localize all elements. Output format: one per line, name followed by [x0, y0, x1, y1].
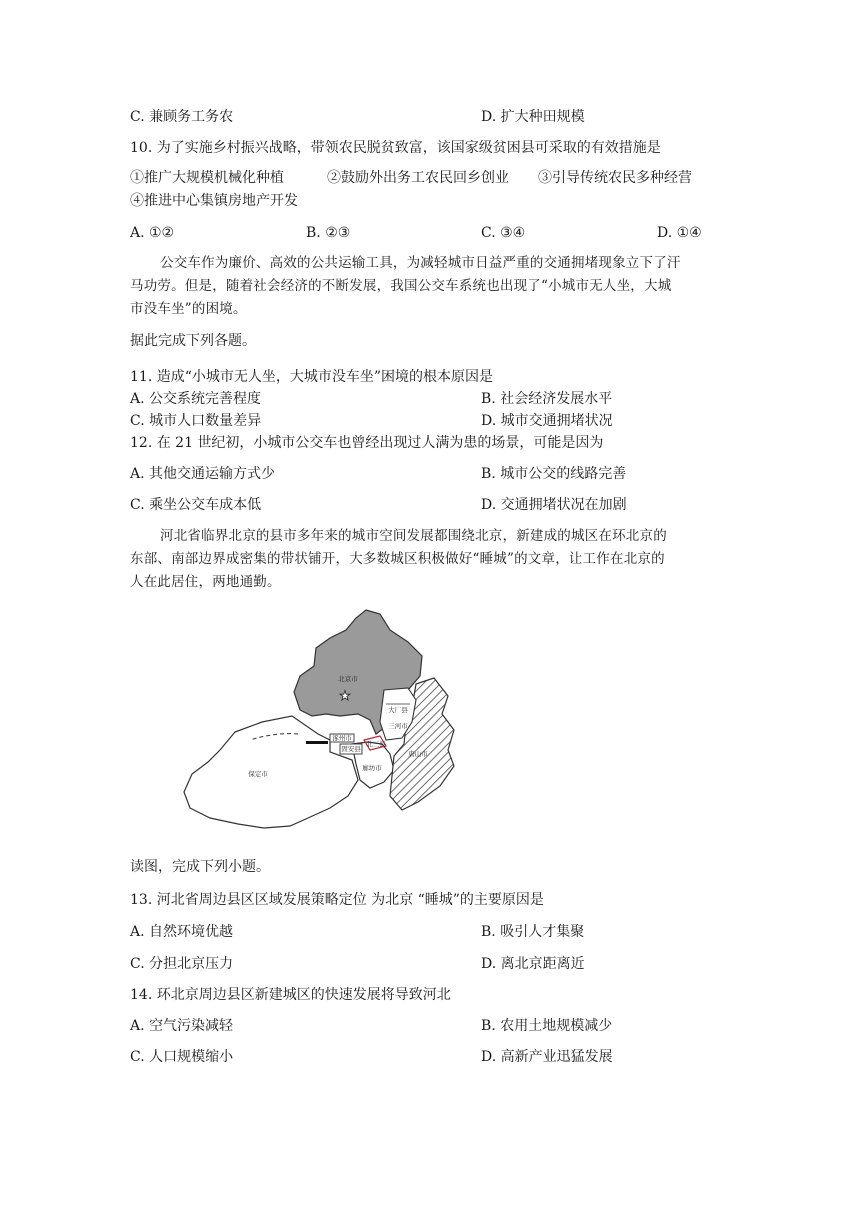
passage1-instruction: 据此完成下列各题。 [130, 333, 256, 349]
q12-option-d: D. 交通拥堵状况在加剧 [481, 497, 627, 513]
q12-option-b: B. 城市公交的线路完善 [481, 466, 627, 482]
label-sanhe: 三河市 [388, 722, 408, 730]
passage1-line2: 马功劳。但是，随着社会经济的不断发展，我国公交车系统也出现了“小城市无人坐，大城 [130, 278, 672, 294]
q9-option-d: D. 扩大种田规模 [481, 109, 585, 125]
label-beijing: 北京市 [338, 675, 358, 683]
read-instruction: 读图，完成下列小题。 [130, 859, 270, 875]
baoding-region [184, 716, 358, 828]
passage1-line1: 公交车作为廉价、高效的公共运输工具，为减轻城市日益严重的交通拥堵现象立下了汗 [160, 255, 681, 271]
q12-option-c: C. 乘坐公交车成本低 [130, 497, 262, 513]
capital-star-icon: ★ [339, 689, 351, 704]
q13-stem: 13. 河北省周边县区区域发展策略定位 为北京 “睡城”的主要原因是 [130, 892, 544, 908]
region-map-svg [180, 604, 470, 844]
label-langfang: 廊坊市 [362, 764, 382, 772]
label-highlight: 北三县 [366, 740, 386, 748]
q11-option-c: C. 城市人口数量差异 [130, 413, 262, 429]
q13-option-a: A. 自然环境优越 [130, 924, 234, 940]
label-dachang: 大厂县 [388, 706, 408, 714]
q10-option-a: A. ①② [130, 225, 175, 241]
q14-option-c: C. 人口规模缩小 [130, 1049, 234, 1065]
q11-option-a: A. 公交系统完善程度 [130, 391, 262, 407]
label-guan: 固安县 [341, 745, 361, 753]
q12-option-a: A. 其他交通运输方式少 [130, 466, 276, 482]
q14-option-a: A. 空气污染减轻 [130, 1018, 234, 1034]
label-zhuozhou: 涿州市 [332, 734, 352, 742]
q14-option-b: B. 农用土地规模减少 [481, 1018, 613, 1034]
passage2-line2: 东部、南部边界成密集的带状铺开，大多数城区积极做好“睡城”的文章，让工作在北京的 [130, 551, 665, 567]
q11-option-b: B. 社会经济发展水平 [481, 391, 613, 407]
q14-stem: 14. 环北京周边县区新建城区的快速发展将导致河北 [130, 987, 451, 1003]
q11-stem: 11. 造成“小城市无人坐，大城市没车坐”困境的根本原因是 [130, 369, 494, 385]
q10-statement-1: ①推广大规模机械化种植 [130, 170, 284, 186]
q10-statement-4: ④推进中心集镇房地产开发 [130, 193, 298, 209]
q10-stem: 10. 为了实施乡村振兴战略，带领农民脱贫致富，该国家级贫困县可采取的有效措施是 [130, 140, 661, 156]
q10-statement-3: ③引导传统农民多种经营 [538, 170, 692, 186]
q10-option-b: B. ②③ [306, 225, 351, 241]
passage1-line3: 市没车坐”的困境。 [130, 301, 247, 317]
q10-statement-2: ②鼓励外出务工农民回乡创业 [327, 170, 509, 186]
q13-option-c: C. 分担北京压力 [130, 956, 234, 972]
q11-option-d: D. 城市交通拥堵状况 [481, 413, 613, 429]
passage2-line1: 河北省临界北京的县市多年来的城市空间发展都围绕北京，新建成的城区在环北京的 [160, 528, 667, 544]
q12-stem: 12. 在 21 世纪初，小城市公交车也曾经出现过人满为患的场景，可能是因为 [130, 435, 604, 451]
q13-option-d: D. 离北京距离近 [481, 956, 585, 972]
q10-option-c: C. ③④ [481, 225, 526, 241]
q13-option-b: B. 吸引人才集聚 [481, 924, 585, 940]
q10-option-d: D. ①④ [657, 225, 702, 241]
region-map [180, 604, 470, 844]
passage2-line3: 人在此居住，两地通勤。 [130, 574, 281, 590]
thick-bar [306, 741, 328, 744]
label-tangshan: 唐山市 [408, 750, 428, 758]
q9-option-c: C. 兼顾务工务农 [130, 109, 234, 125]
label-baoding: 保定市 [248, 770, 268, 778]
q14-option-d: D. 高新产业迅猛发展 [481, 1049, 613, 1065]
